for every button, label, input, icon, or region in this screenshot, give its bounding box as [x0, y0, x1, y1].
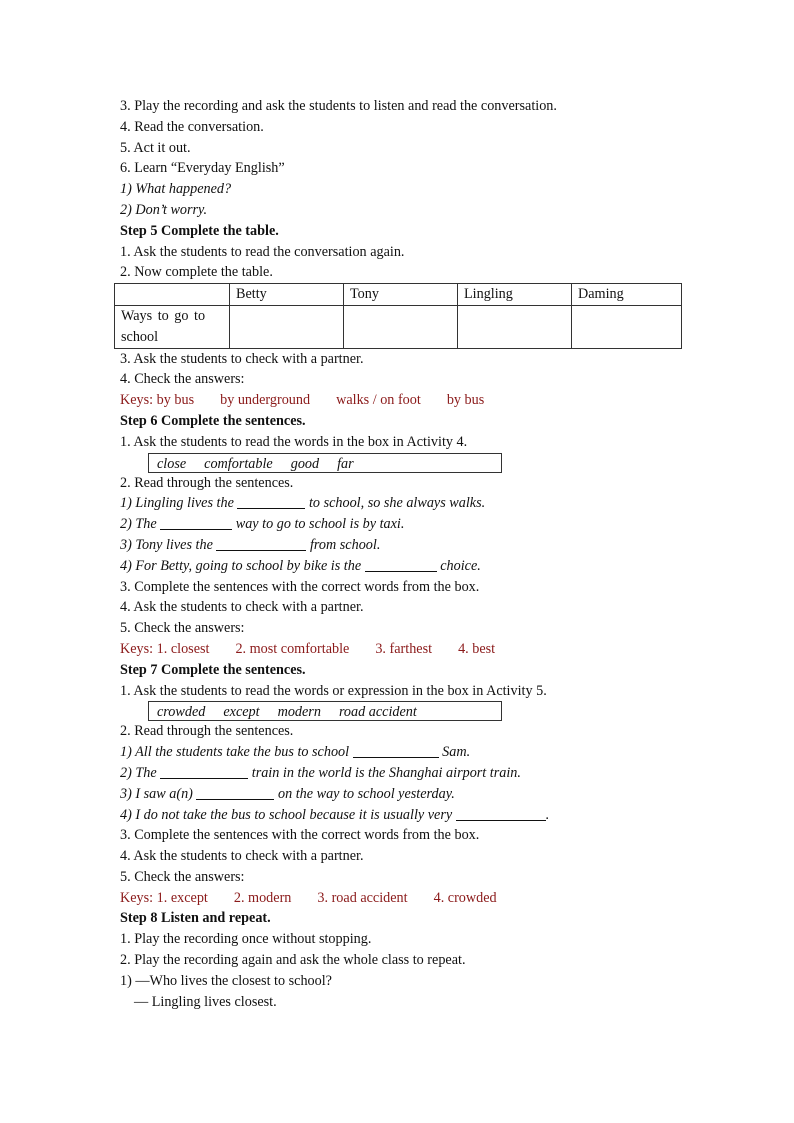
table-header-cell: [115, 284, 230, 306]
answer-blank[interactable]: [353, 743, 439, 758]
word-box-word: good: [290, 455, 320, 472]
sentence-text: 4) I do not take the bus to school because it is usually very: [120, 806, 456, 823]
fill-in-sentence: [120, 514, 700, 535]
answer-cell-daming[interactable]: [572, 305, 682, 348]
sentence-text: 4) For Betty, going to school by bike is the: [120, 557, 365, 574]
fill-in-sentence: [120, 784, 700, 805]
answer-key: Keys: 1. except: [120, 889, 208, 906]
sentence-text: Sam.: [438, 744, 471, 761]
instruction-line: 3. Play the recording and ask the students to listen and read the conversation.: [120, 98, 557, 114]
answer-key: 2. most comfortable: [235, 640, 350, 657]
dialogue-line: — Lingling lives closest.: [134, 993, 277, 1010]
instruction-line: 1. Play the recording once without stopping.: [120, 931, 372, 948]
instruction-line: 4. Read the conversation.: [120, 118, 264, 135]
instruction-line: 4. Ask the students to check with a partner.: [120, 848, 364, 865]
table-header-cell: Betty: [230, 284, 344, 306]
everyday-english-item: 2) Don’t worry.: [120, 201, 208, 218]
sentence-text: .: [545, 806, 550, 823]
fill-in-sentence: [120, 535, 700, 556]
instruction-line: 2. Now complete the table.: [120, 264, 273, 281]
instruction-line: 5. Act it out.: [120, 139, 191, 156]
answer-key: 2. modern: [233, 889, 292, 906]
instruction-line: 4. Ask the students to check with a partner.: [120, 599, 364, 616]
word-box-word: road accident: [338, 704, 417, 721]
row-label-line: school: [121, 328, 159, 345]
answer-key: 3. farthest: [375, 640, 433, 657]
instruction-line: 1. Ask the students to read the words or expression in the box in Activity 5.: [120, 682, 547, 699]
instruction-line: 2. Read through the sentences.: [120, 723, 294, 740]
sentence-text: 2) The: [120, 764, 161, 781]
fill-in-sentence: [120, 742, 700, 763]
sentence-text: 1) Lingling lives the: [120, 495, 238, 512]
answer-blank[interactable]: [160, 515, 232, 530]
step7-heading: Step 7 Complete the sentences.: [120, 661, 306, 678]
lesson-plan-page: [120, 96, 700, 1012]
answer-key: Keys: 1. closest: [120, 640, 210, 657]
table-row-label: [115, 305, 230, 348]
ways-to-school-table: [114, 283, 682, 348]
instruction-line: 3. Complete the sentences with the correct words from the box.: [120, 578, 480, 595]
answer-key: Keys: by bus: [120, 392, 195, 409]
answer-cell-tony[interactable]: [344, 305, 458, 348]
answer-key: 4. best: [458, 640, 496, 657]
instruction-line: 5. Check the answers:: [120, 620, 245, 637]
fill-in-sentence: [120, 556, 700, 577]
answer-key: 3. road accident: [317, 889, 408, 906]
fill-in-sentence: [120, 805, 700, 826]
sentence-text: to school, so she always walks.: [305, 495, 486, 512]
sentence-text: on the way to school yesterday.: [274, 785, 455, 802]
answer-key: by bus: [446, 392, 485, 409]
step6-heading: Step 6 Complete the sentences.: [120, 412, 306, 429]
sentence-text: way to go to school is by taxi.: [232, 516, 405, 533]
instruction-line: 6. Learn “Everyday English”: [120, 160, 285, 177]
everyday-english-item: 1) What happened?: [120, 181, 232, 198]
word-box-word: except: [223, 704, 260, 721]
answer-cell-lingling[interactable]: [458, 305, 572, 348]
answer-cell-betty[interactable]: [230, 305, 344, 348]
table-header-cell: Daming: [572, 284, 682, 306]
sentence-text: 2) The: [120, 516, 161, 533]
fill-in-sentence: [120, 763, 700, 784]
instruction-line: 1. Ask the students to read the conversation again.: [120, 243, 405, 260]
step5-heading: Step 5 Complete the table.: [120, 222, 279, 239]
table-header-cell: Tony: [344, 284, 458, 306]
word-box-word: modern: [277, 704, 321, 721]
answer-keys: [120, 390, 700, 411]
table-row: [115, 305, 682, 348]
word-box-word: crowded: [157, 704, 206, 721]
instruction-line: 2. Play the recording again and ask the whole class to repeat.: [120, 952, 466, 969]
row-label-line: Ways to go to: [121, 307, 206, 324]
word-box: [148, 701, 502, 721]
sentence-text: 3) Tony lives the: [120, 536, 217, 553]
sentence-text: train in the world is the Shanghai airport train.: [248, 764, 521, 781]
answer-key: by underground: [220, 392, 311, 409]
sentence-text: choice.: [436, 557, 481, 574]
sentence-text: 1) All the students take the bus to school: [120, 744, 353, 761]
dialogue-line: 1) —Who lives the closest to school?: [120, 972, 332, 989]
instruction-line: 2. Read through the sentences.: [120, 474, 294, 491]
word-box-word: far: [337, 455, 354, 472]
answer-key: walks / on foot: [336, 392, 421, 409]
instruction-line: 1. Ask the students to read the words in the box in Activity 4.: [120, 433, 468, 450]
answer-keys: [120, 639, 700, 660]
step8-heading: Step 8 Listen and repeat.: [120, 910, 271, 927]
table-header-cell: Lingling: [458, 284, 572, 306]
answer-key: 4. crowded: [433, 889, 497, 906]
answer-blank[interactable]: [237, 494, 305, 509]
word-box: [148, 453, 502, 473]
word-box-word: comfortable: [204, 455, 273, 472]
answer-blank[interactable]: [196, 785, 274, 800]
answer-blank[interactable]: [456, 806, 546, 821]
answer-blank[interactable]: [365, 557, 437, 572]
table-header-row: [115, 284, 682, 306]
answer-blank[interactable]: [160, 764, 248, 779]
instruction-line: 3. Ask the students to check with a partner.: [120, 350, 364, 367]
answer-keys: [120, 888, 700, 909]
word-box-word: close: [157, 455, 187, 472]
instruction-line: 5. Check the answers:: [120, 868, 245, 885]
answer-blank[interactable]: [216, 536, 306, 551]
fill-in-sentence: [120, 493, 700, 514]
sentence-text: from school.: [306, 536, 381, 553]
instruction-line: 4. Check the answers:: [120, 371, 245, 388]
sentence-text: 3) I saw a(n): [120, 785, 197, 802]
instruction-line: 3. Complete the sentences with the correct words from the box.: [120, 827, 480, 844]
